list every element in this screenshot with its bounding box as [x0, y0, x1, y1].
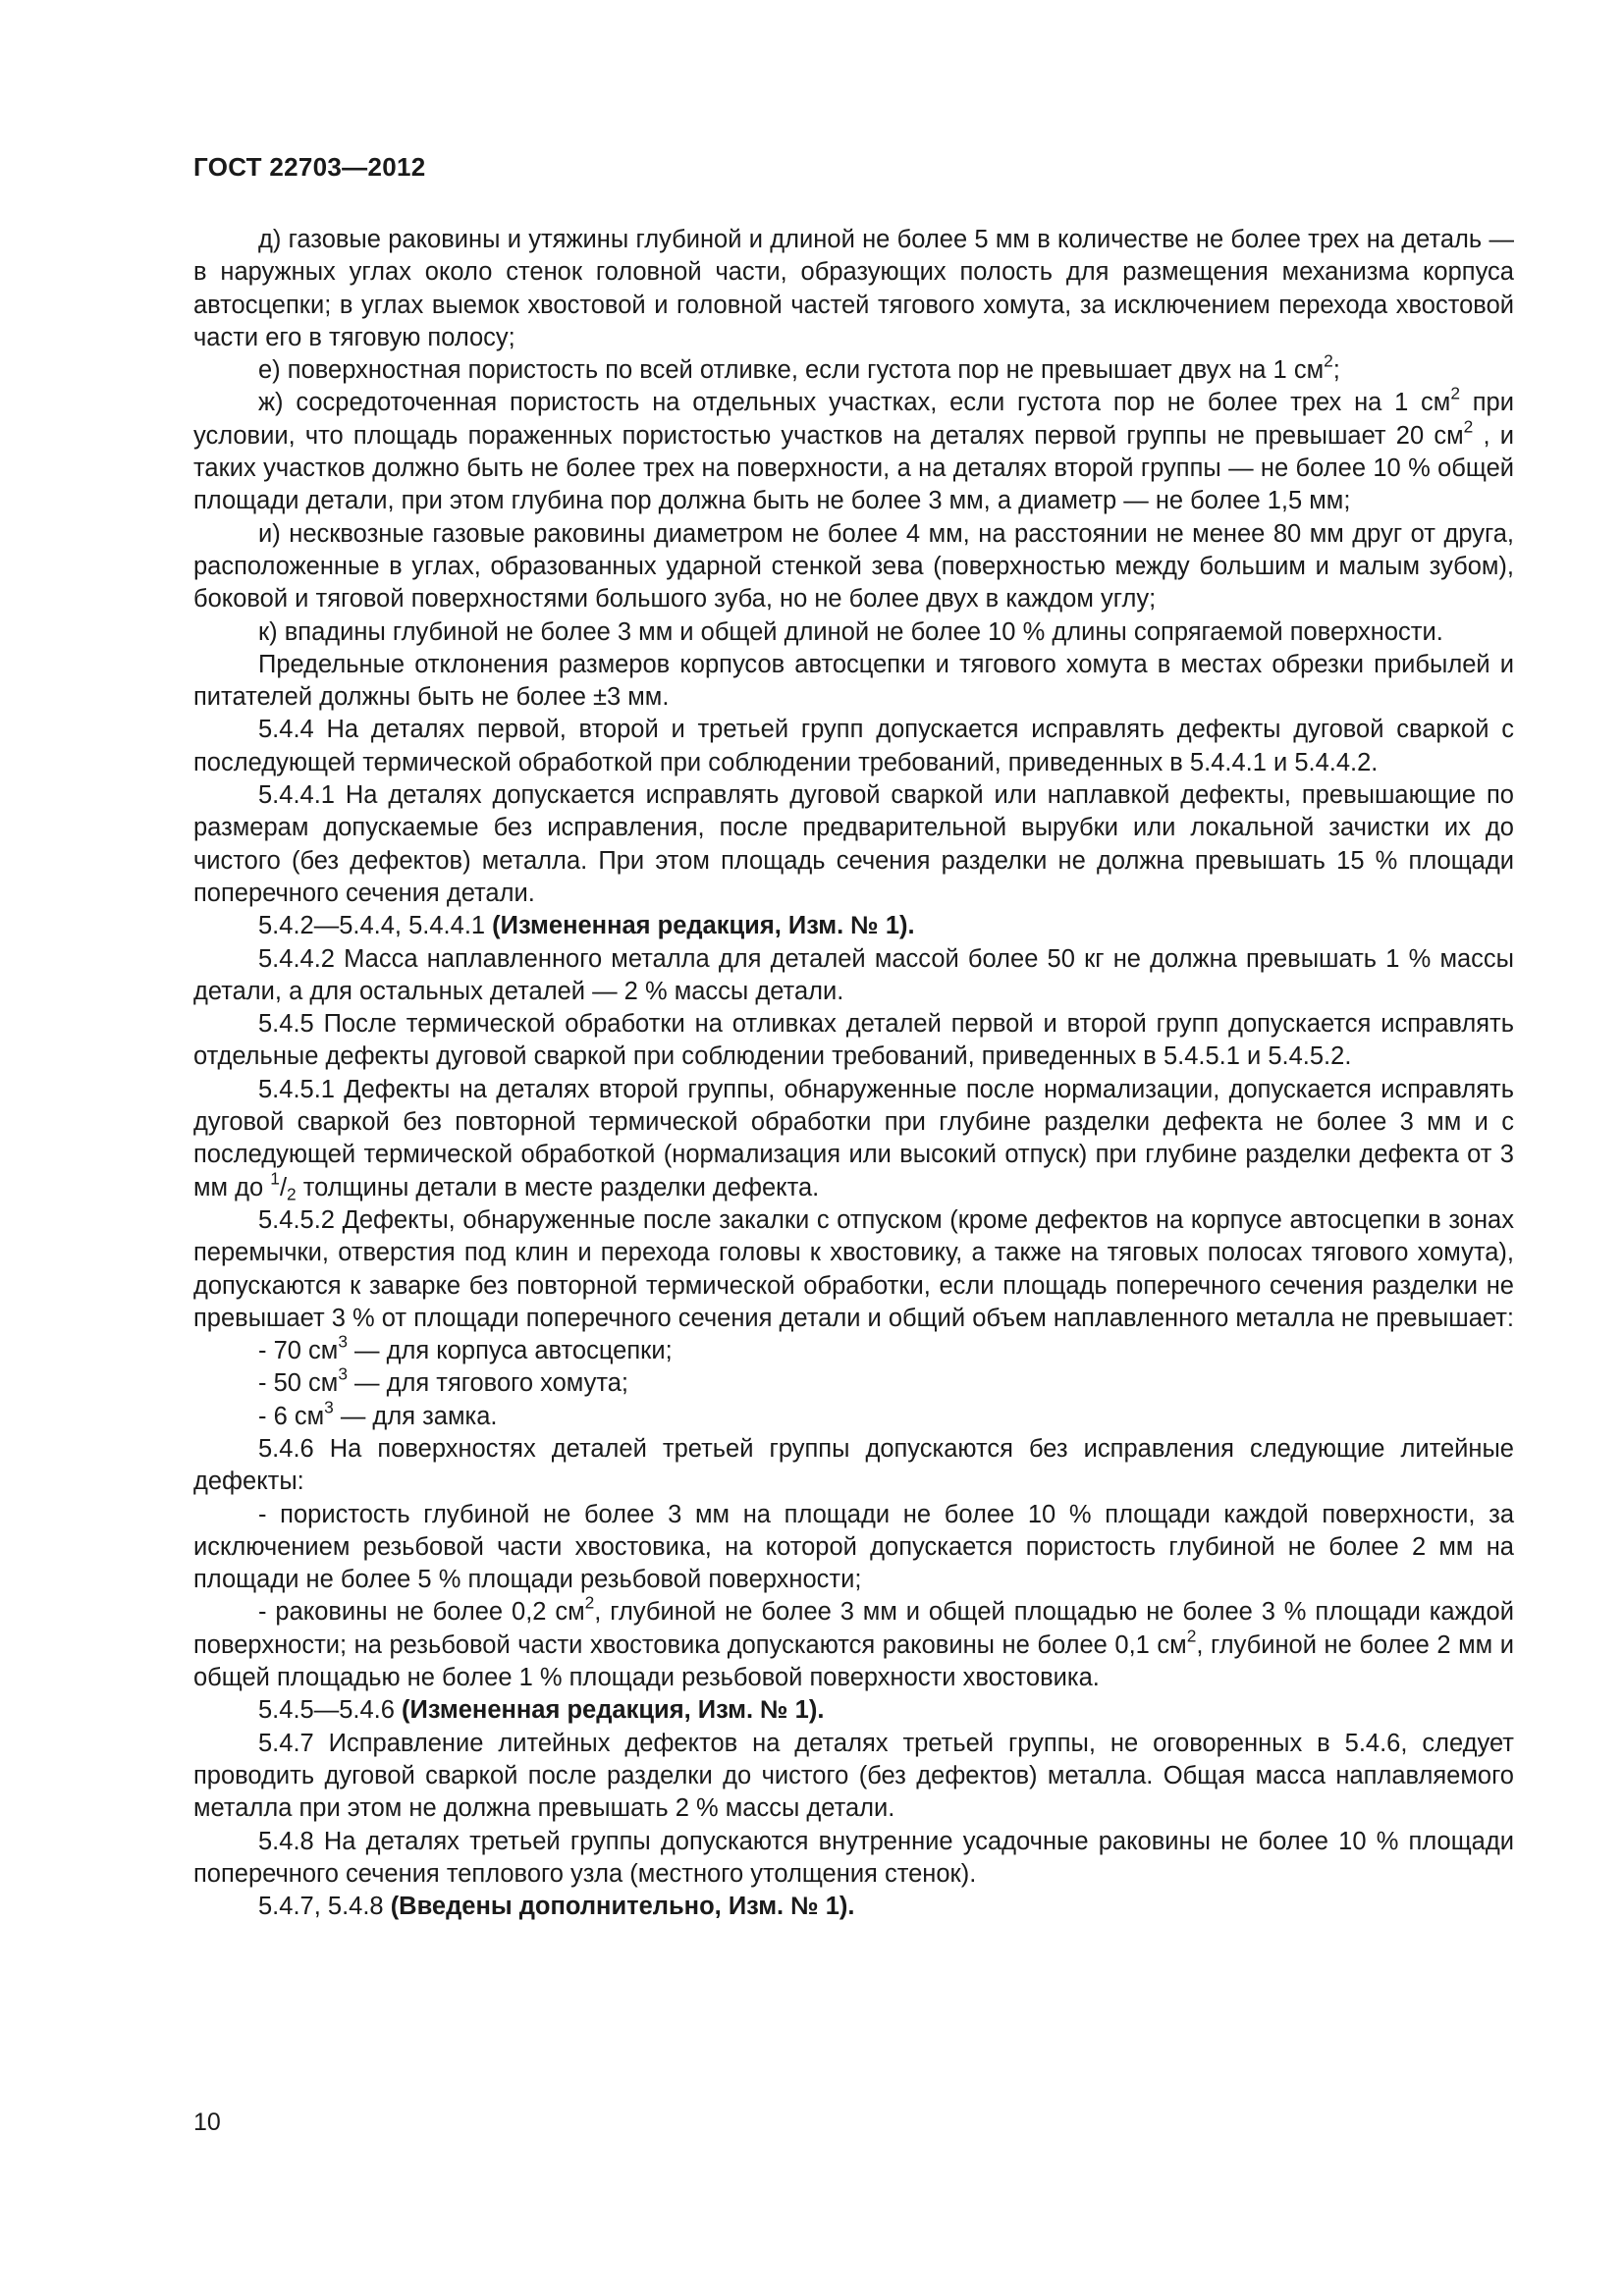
paragraph-2: ж) сосредоточенная пористость на отдельных участках, если густота пор не более трех на 1 $см^2$ при условии, что площадь пораженных пористостью участков на деталях первой группы не превышает 20 $см^2$ , и таких участков должно быть не более трех на поверхности, а на деталях второй группы — не более 10 % общей площади детали, при этом глубина пор должна быть не более 3 мм, а диаметр — не более 1,5 мм; [193, 384, 1514, 515]
paragraph-11: 5.4.5.1 Дефекты на деталях второй группы, обнаруженные после нормализации, допускается исправлять дуговой сваркой без повторной термической обработки при глубине разделки дефекта не более 3 мм и с последующей термической обработкой (нормализация или высокий отпуск) при глубине разделки дефекта от 3 мм до $^1/_2$ толщины детали в месте разделки дефекта. [193, 1075, 1514, 1203]
paragraph-8: 5.4.2—5.4.4, 5.4.4.1 (Измененная редакция, Изм. № 1). [258, 912, 915, 940]
paragraph-4: к) впадины глубиной не более 3 мм и общей длиной не более 10 % длины сопрягаемой поверхности. [258, 617, 1443, 646]
paragraph-13: - 70 $см^3$ — для корпуса автосцепки; [258, 1331, 673, 1365]
paragraph-17: - пористость глубиной не более 3 мм на площади не более 10 % площади каждой поверхности, за исключением резьбовой части хвостовика, на которой допускается пористость глубиной не более 2 мм на площади не более 5 % площади резьбовой поверхности; [193, 1500, 1514, 1594]
paragraph-3: и) несквозные газовые раковины диаметром не более 4 мм, на расстоянии не менее 80 мм друг от друга, расположенные в углах, образованных ударной стенкой зева (поверхностью между большим и малым зубом), боковой и тяговой поверхностями большого зуба, но не более двух в каждом углу; [193, 519, 1514, 614]
paragraph-14: - 50 $см^3$ — для тягового хомута; [258, 1364, 629, 1398]
paragraph-18: - раковины не более 0,2 $см^2$, глубиной не более 3 мм и общей площадью не более 3 % площади каждой поверхности; на резьбовой части хвостовика допускаются раковины не более 0,1 $см^2$, глубиной не более 2 мм и общей площадью не более 1 % площади резьбовой поверхности хвостовика. [193, 1593, 1514, 1692]
document-body [193, 224, 1514, 1923]
paragraph-15: - 6 $см^3$ — для замка. [258, 1397, 498, 1430]
page-number: 10 [193, 2109, 221, 2136]
paragraph-0: д) газовые раковины и утяжины глубиной и длиной не более 5 мм в количестве не более трех на деталь — в наружных углах около стенок головной части, образующих полость для размещения механизма корпуса автосцепки; в углах выемок хвостовой и головной частей тягового хомута, за исключением перехода хвостовой части его в тяговую полосу; [193, 226, 1514, 351]
paragraph-6: 5.4.4 На деталях первой, второй и третьей групп допускается исправлять дефекты дуговой сваркой с последующей термической обработкой при соблюдении требований, приведенных в 5.4.4.1 и 5.4.4.2. [193, 716, 1514, 776]
paragraph-20: 5.4.7 Исправление литейных дефектов на деталях третьей группы, не оговоренных в 5.4.6, следует проводить дуговой сваркой после разделки до чистого (без дефектов) металла. Общая масса наплавляемого металла при этом не должна превышать 2 % массы детали. [193, 1729, 1514, 1823]
paragraph-7: 5.4.4.1 На деталях допускается исправлять дуговой сваркой или наплавкой дефекты, превышающие по размерам допускаемые без исправления, после предварительной вырубки или локальной зачистки их до чистого (без дефектов) металла. При этом площадь сечения разделки не должна превышать 15 % площади поперечного сечения детали. [193, 781, 1514, 907]
paragraph-9: 5.4.4.2 Масса наплавленного металла для деталей массой более 50 кг не должна превышать 1 % массы детали, а для остальных деталей — 2 % массы детали. [193, 944, 1514, 1005]
document-header: ГОСТ 22703—2012 [193, 152, 426, 182]
paragraph-5: Предельные отклонения размеров корпусов автосцепки и тягового хомута в местах обрезки прибылей и питателей должны быть не более ±3 мм. [193, 650, 1514, 712]
paragraph-22: 5.4.7, 5.4.8 (Введены дополнительно, Изм. № 1). [258, 1893, 855, 1921]
paragraph-12: 5.4.5.2 Дефекты, обнаруженные после закалки с отпуском (кроме дефектов на корпусе автосцепки в зонах перемычки, отверстия под клин и перехода головы к хвостовику, а также на тяговых полосах тягового хомута), допускаются к заварке без повторной термической обработки, если площадь поперечного сечения разделки не превышает 3 % от площади поперечного сечения детали и общий объем наплавленного металла не превышает: [193, 1205, 1515, 1332]
paragraph-16: 5.4.6 На поверхностях деталей третьей группы допускаются без исправления следующие литейные дефекты: [193, 1434, 1514, 1496]
paragraph-19: 5.4.5—5.4.6 (Измененная редакция, Изм. № 1). [258, 1696, 825, 1725]
paragraph-10: 5.4.5 После термической обработки на отливках деталей первой и второй групп допускается исправлять отдельные дефекты дуговой сваркой при соблюдении требований, приведенных в 5.4.5.1 и 5.4.5.2. [193, 1010, 1514, 1071]
paragraph-1: е) поверхностная пористость по всей отливке, если густота пор не превышает двух на 1 $см^2$; [258, 350, 1340, 385]
paragraph-21: 5.4.8 На деталях третьей группы допускаются внутренние усадочные раковины не более 10 % площади поперечного сечения теплового узла (местного утолщения стенок). [193, 1827, 1514, 1888]
